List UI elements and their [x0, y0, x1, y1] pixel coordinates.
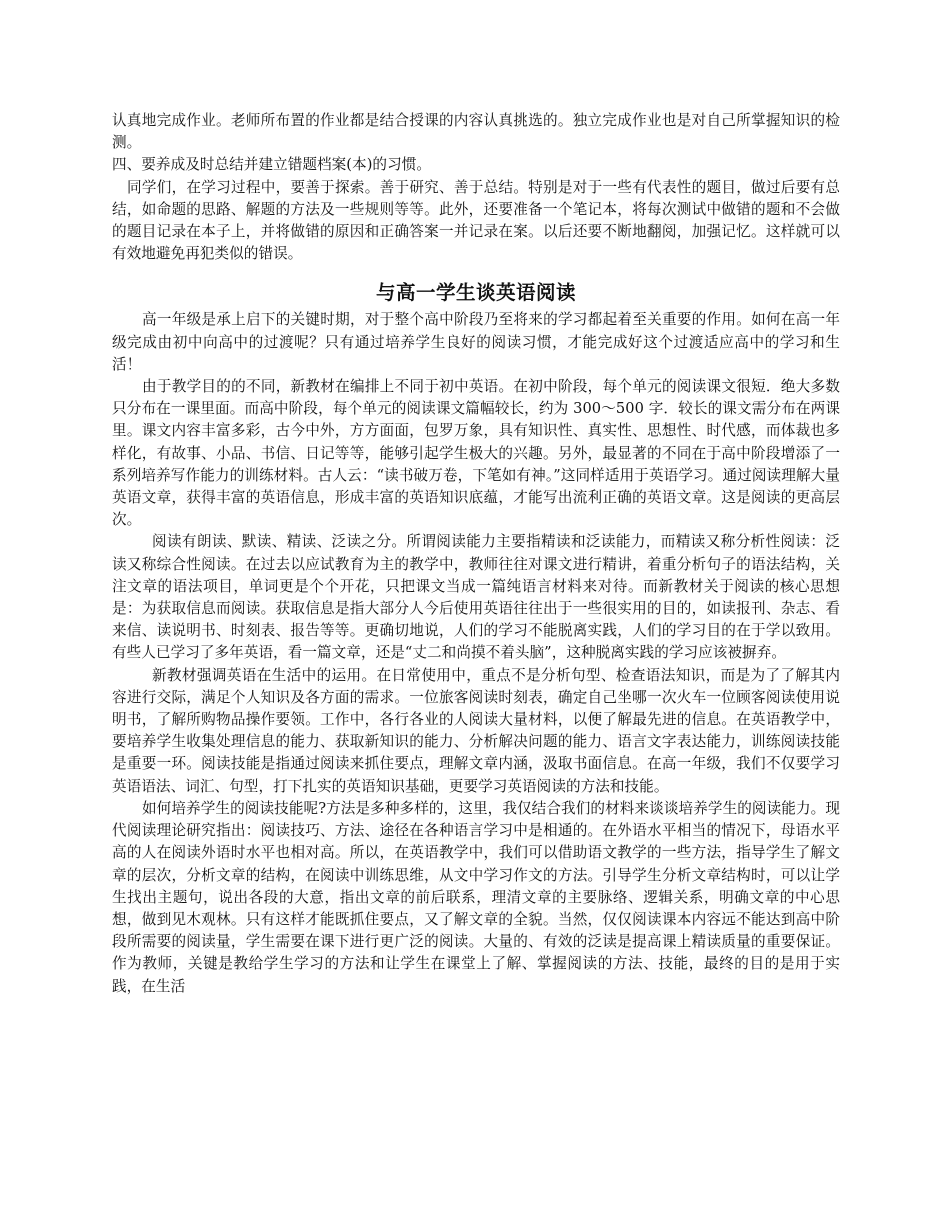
article-paragraph-2: 由于教学目的的不同，新教材在编排上不同于初中英语。在初中阶段，每个单元的阅读课文很短．绝大多数只分布在一课里面。而高中阶段，每个单元的阅读课文篇幅较长，约为 300～500 字．较长的课文需分布在两课里。课文内容丰富多彩，古今中外，方方面面，包罗万象，具有知识性、真实性、思想性、时代感，而体裁也多样化，有故事、小品、书信、日记等等，能够引起学生极大的兴趣。另外，最显著的不同在于高中阶段增添了一系列培养写作能力的训练材料。古人云：“读书破万卷，下笔如有神。”这同样适用于英语学习。通过阅读理解大量英语文章，获得丰富的英语信息，形成丰富的英语知识底蕴，才能写出流利正确的英语文章。这是阅读的更高层次。 — [112, 378, 840, 529]
article-title: 与高一学生谈英语阅读 — [375, 281, 576, 305]
document-page — [112, 110, 840, 998]
article-paragraph-5: 如何培养学生的阅读技能呢?方法是多种多样的，这里，我仅结合我们的材料来谈谈培养学生的阅读能力。现代阅读理论研究指出：阅读技巧、方法、途径在各种语言学习中是相通的。在外语水平相当的情况下，母语水平高的人在阅读外语时水平也相对高。所以，在英语教学中，我们可以借助语文教学的一些方法，指导学生了解文章的层次，分析文章的结构，在阅读中训练思维，从文中学习作文的方法。引导学生分析文章结构时，可以让学生找出主题句，说出各段的大意，指出文章的前后联系，理清文章的主要脉络、逻辑关系，明确文章的中心思想，做到见木观林。只有这样才能既抓住要点，又了解文章的全貌。当然，仅仅阅读课本内容远不能达到高中阶段所需要的阅读量，学生需要在课下进行更广泛的阅读。大量的、有效的泛读是提高课上精读质量的重要保证。作为教师，关键是教给学生学习的方法和让学生在课堂上了解、掌握阅读的方法、技能，最终的目的是用于实践，在生活 — [112, 799, 840, 995]
intro-paragraph-summary: 同学们，在学习过程中，要善于探索。善于研究、善于总结。特别是对于一些有代表性的题目，做过后要有总结，如命题的思路、解题的方法及一些规则等等。此外，还要准备一个笔记本，将每次测试中做错的题和不会做的题目记录在本子上，并将做错的原因和正确答案一并记录在案。以后还要不断地翻阅，加强记忆。这样就可以有效地避免再犯类似的错误。 — [112, 178, 840, 263]
article-paragraph-4: 新教材强调英语在生活中的运用。在日常使用中，重点不是分析句型、检查语法知识，而是为了了解其内容进行交际，满足个人知识及各方面的需求。一位旅客阅读时刻表，确定自己坐哪一次火车一位顾客阅读使用说明书，了解所购物品操作要领。工作中，各行各业的人阅读大量材料，以便了解最先进的信息。在英语教学中，要培养学生收集处理信息的能力、获取新知识的能力、分析解决问题的能力、语言文字表达能力，训练阅读技能是重要一环。阅读技能是指通过阅读来抓住要点，理解文章内涵，汲取书面信息。在高一年级，我们不仅要学习英语语法、词汇、句型，打下扎实的英语知识基础，更要学习英语阅读的方法和技能。 — [112, 666, 840, 795]
intro-paragraph-homework: 认真地完成作业。老师所布置的作业都是结合授课的内容认真挑选的。独立完成作业也是对自己所掌握知识的检测。 — [112, 112, 840, 152]
article-paragraph-3: 阅读有朗读、默读、精读、泛读之分。所谓阅读能力主要指精读和泛读能力，而精读又称分析性阅读：泛读又称综合性阅读。在过去以应试教育为主的教学中，教师往往对课文进行精讲，着重分析句子的语法结构，关注文章的语法项目，单词更是个个开花，只把课文当成一篇纯语言材料来对待。而新教材关于阅读的核心思想是：为获取信息而阅读。获取信息是指大部分人今后使用英语往往出于一些很实用的目的，如读报刊、杂志、看来信、读说明书、时刻表、报告等等。更确切地说，人们的学习不能脱离实践，人们的学习目的在于学以致用。有些人已学习了多年英语，看一篇文章，还是“丈二和尚摸不着头脑”，这种脱离实践的学习应该被摒弃。 — [112, 533, 840, 662]
intro-heading-error-notebook: 四、要养成及时总结并建立错题档案(本)的习惯。 — [112, 156, 432, 174]
article-paragraph-1: 高一年级是承上启下的关键时期，对于整个高中阶段乃至将来的学习都起着至关重要的作用。如何在高一年级完成由初中向高中的过渡呢？只有通过培养学生良好的阅读习惯，才能完成好这个过渡适应高中的学习和生活！ — [112, 311, 840, 373]
